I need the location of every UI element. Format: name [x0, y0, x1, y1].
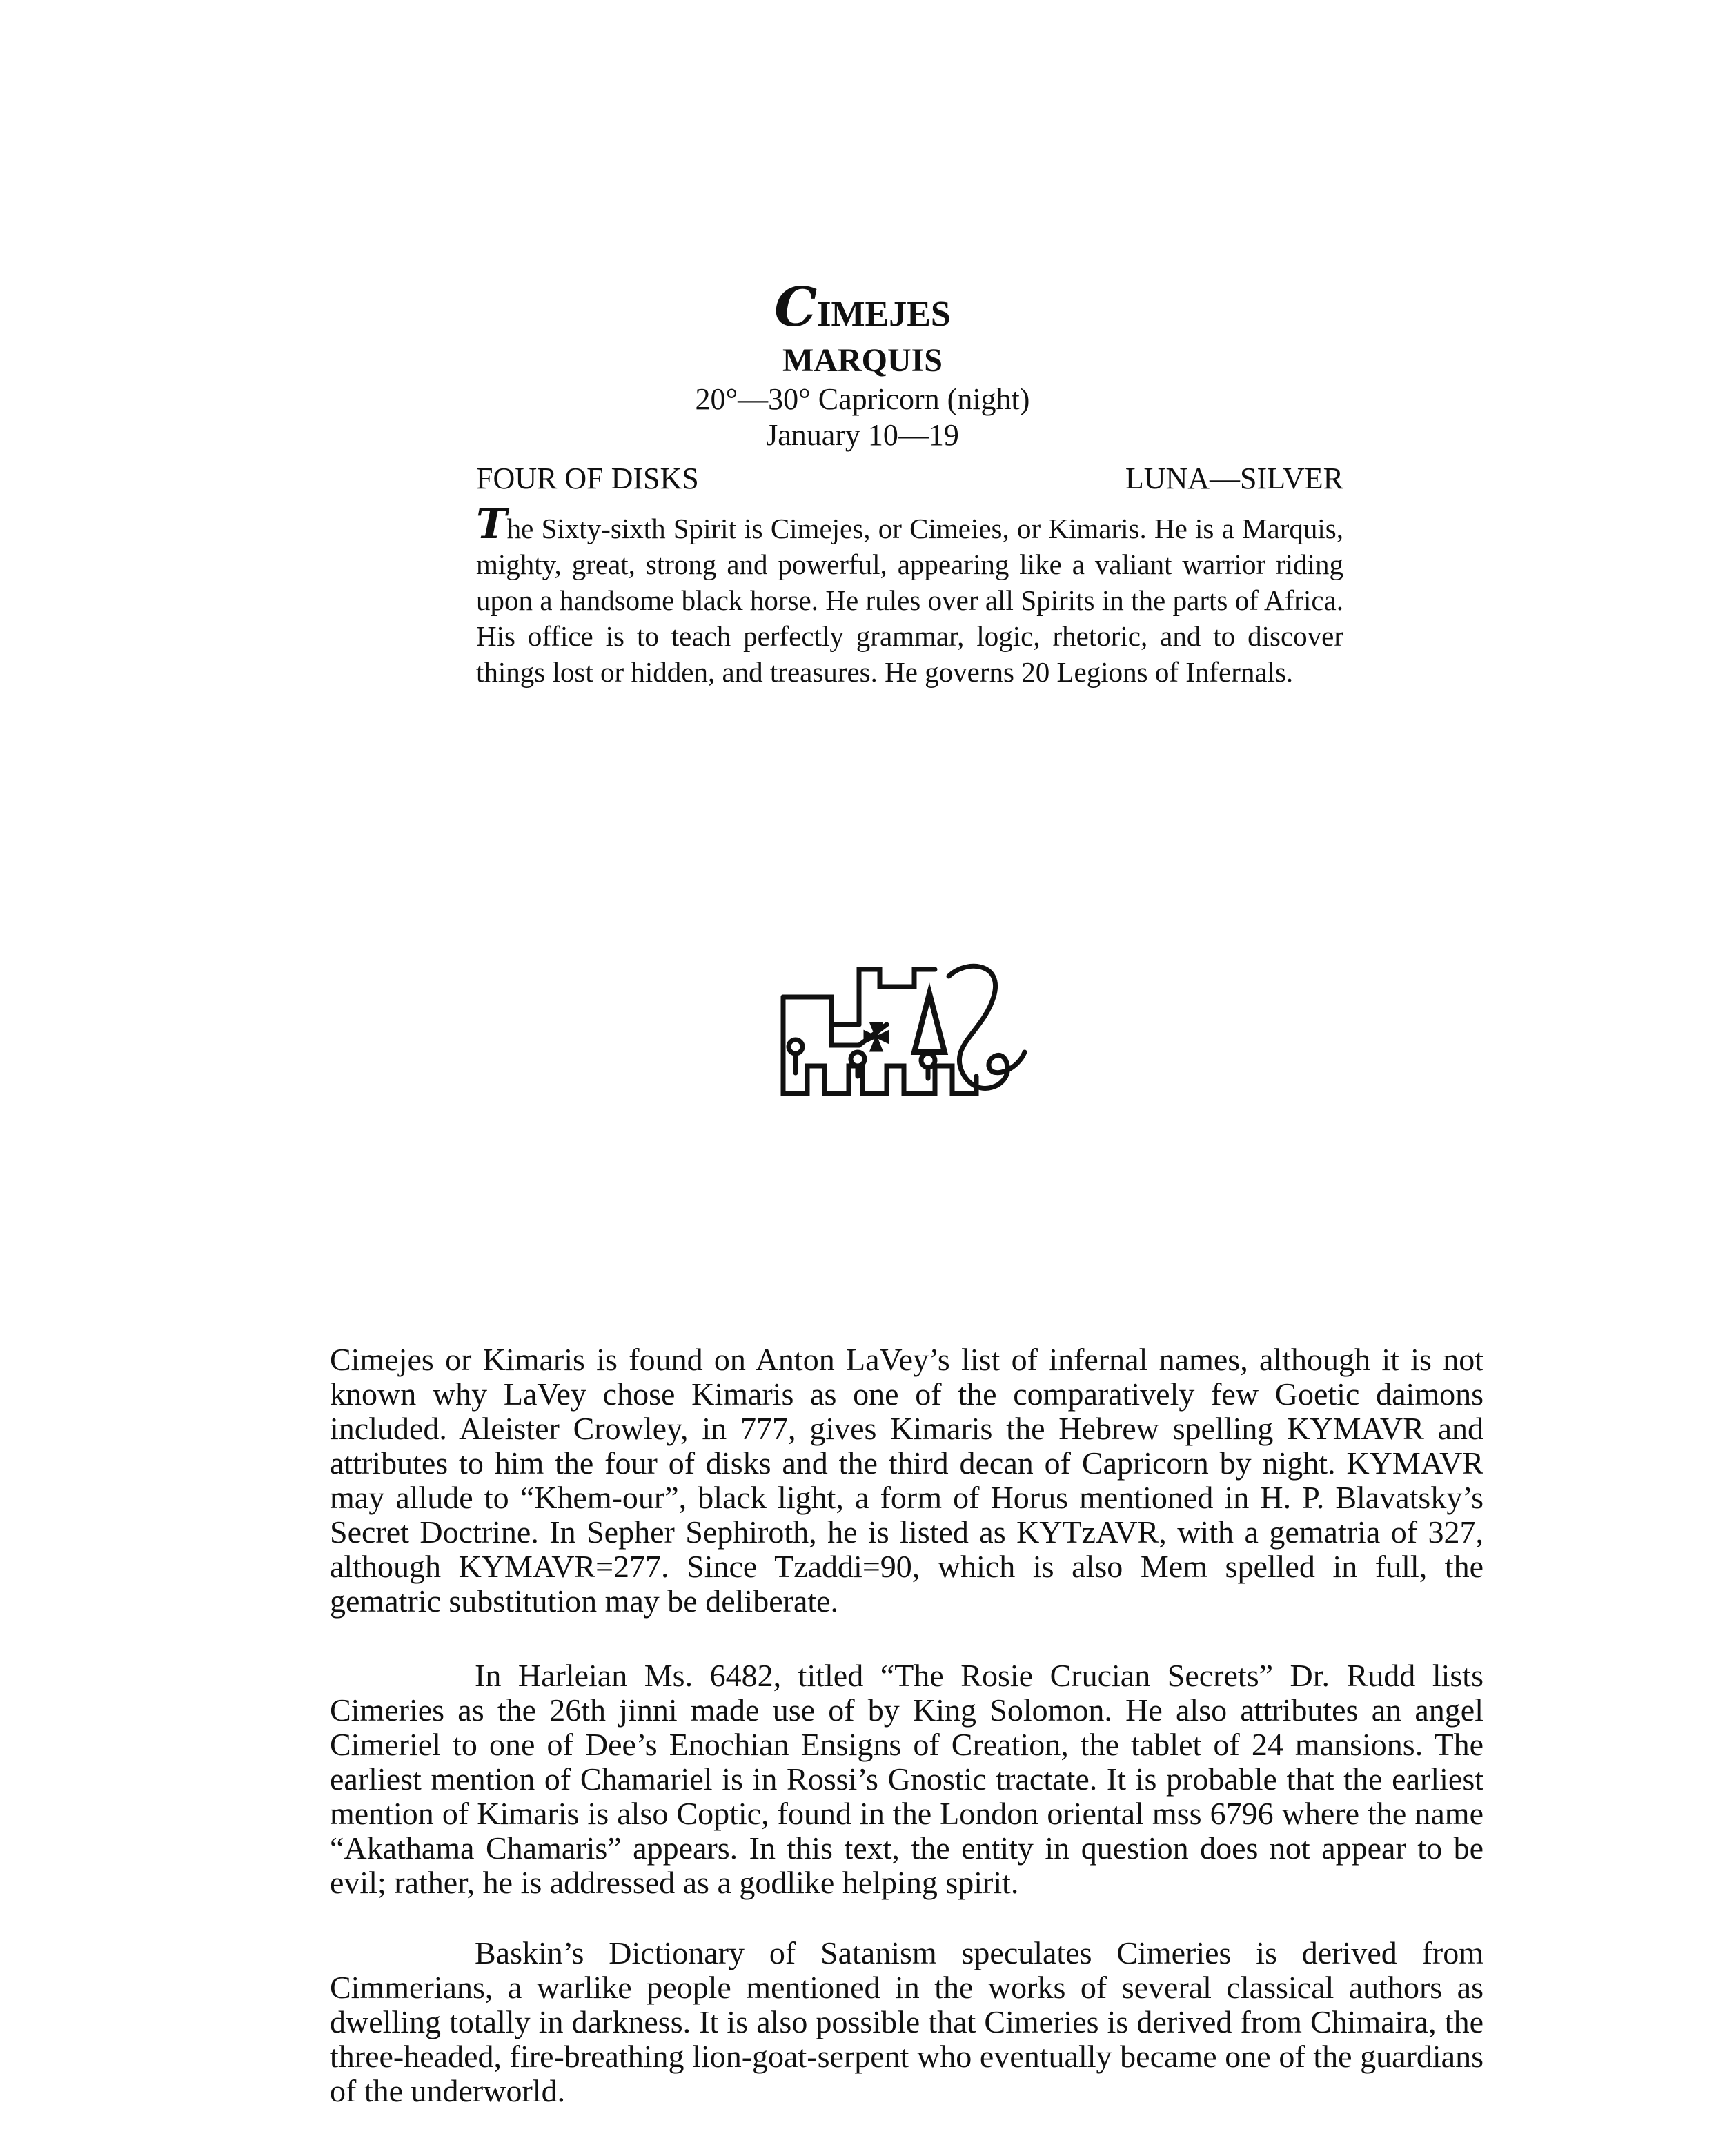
intro-text: he Sixty-sixth Spirit is Cimejes, or Cimeies, or Kimaris. He is a Marquis, mighty, great, strong and powerful, appearing like a valiant warrior riding upon a handsome black horse. He rules over all Spirits in the parts of Africa. His office is to teach perfectly grammar, logic, rhetoric, and to discover things lost or hidden, and treasures. He governs 20 Legions of Infernals. [476, 513, 1343, 688]
commentary-paragraph-3: Baskin’s Dictionary of Satanism speculates Cimeries is derived from Cimmerians, a warlike people mentioned in the works of several classical authors as dwelling totally in darkness. It is also possible that Cimeries is derived from Chimaira, the three-headed, fire-breathing lion-goat-serpent who eventually became one of the guardians of the underworld. [330, 1935, 1483, 2108]
spirit-description [476, 500, 1343, 690]
title-initial: C [774, 276, 818, 339]
spirit-title [0, 276, 1725, 339]
sigil-seal-icon [776, 956, 1038, 1114]
title-rest: IMEJES [817, 295, 951, 334]
spirit-rank: MARQUIS [782, 342, 943, 379]
commentary-paragraph-2: In Harleian Ms. 6482, titled “The Rosie Crucian Secrets” Dr. Rudd lists Cimeries as the 26th jinni made use of by King Solomon. He also attributes an angel Cimeriel to one of Dee’s Enochian Ensigns of Creation, the tablet of 24 mansions. The earliest mention of Chamariel is in Rossi’s Gnostic tractate. It is probable that the earliest mention of Kimaris is also Coptic, found in the London oriental mss 6796 where the name “Akathama Chamaris” appears. In this text, the entity in question does not appear to be evil; rather, he is addressed as a godlike helping spirit. [330, 1658, 1483, 1900]
intro-dropcap: T [476, 500, 507, 548]
commentary-paragraph-1: Cimejes or Kimaris is found on Anton LaVey’s list of infernal names, although it is not known why LaVey chose Kimaris as one of the comparatively few Goetic daimons included. Aleister Crowley, in 777, gives Kimaris the Hebrew spelling KYMAVR and attributes to him the four of disks and the third decan of Capricorn by night. KYMAVR may allude to “Khem-our”, black light, a form of Horus mentioned in H. P. Blavatsky’s Secret Doctrine. In Sepher Sephiroth, he is listed as KYTzAVR, with a gematria of 327, although KYMAVR=277. Since Tzaddi=90, which is also Mem spelled in full, the gematric substitution may be deliberate. [330, 1342, 1483, 1619]
zodiac-degrees: 20°—30° Capricorn (night) [695, 382, 1030, 416]
date-range: January 10—19 [766, 418, 959, 452]
planet-metal: LUNA—SILVER [1125, 462, 1343, 495]
tarot-card: FOUR OF DISKS [476, 462, 699, 495]
